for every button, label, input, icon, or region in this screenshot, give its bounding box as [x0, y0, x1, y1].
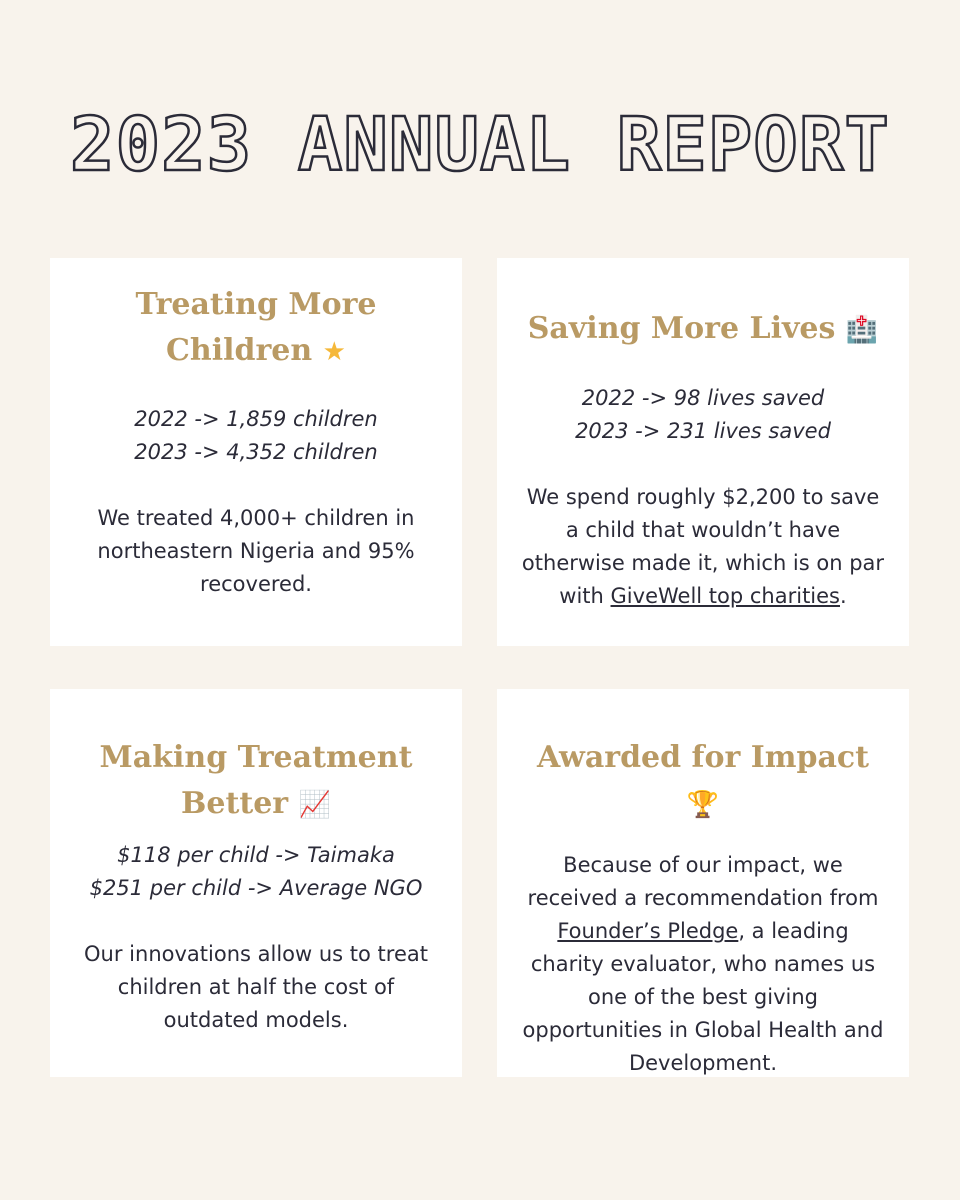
- stat-line: 2023 -> 4,352 children: [134, 440, 378, 464]
- card-body: We treated 4,000+ children in northeastern Nigeria and 95% recovered.: [97, 506, 415, 596]
- card-body-text-end: .: [840, 584, 847, 608]
- stat-line: 2022 -> 1,859 children: [134, 407, 378, 431]
- card-body-text: Because of our impact, we received a recommendation from: [527, 853, 879, 910]
- stats-list: [90, 839, 423, 905]
- hospital-icon: 🏥: [845, 315, 879, 345]
- card-saving-more-lives: [497, 258, 909, 646]
- founders-pledge-link[interactable]: Founder’s Pledge: [557, 919, 739, 943]
- stats-list: [575, 382, 831, 448]
- card-body: [521, 849, 885, 1080]
- card-treating-more-children: [50, 258, 462, 646]
- stat-line: 2022 -> 98 lives saved: [581, 386, 825, 410]
- stats-list: [134, 403, 377, 469]
- card-title: [521, 735, 885, 828]
- page-title: 2023 ANNUAL REPORT: [70, 102, 890, 188]
- card-title-text: Awarded for Impact: [536, 740, 870, 775]
- stat-line: $251 per child -> Average NGO: [89, 876, 423, 900]
- card-body: Our innovations allow us to treat children at half the cost of outdated models.: [84, 942, 428, 1032]
- card-title: [74, 735, 438, 828]
- stat-line: 2023 -> 231 lives saved: [575, 419, 831, 443]
- card-body-text: We spend roughly $2,200 to save a child that wouldn’t have otherwise made it, which is on par with: [521, 485, 885, 608]
- star-icon: ★: [322, 337, 346, 367]
- stat-line: $118 per child -> Taimaka: [117, 843, 395, 867]
- card-title-text: Saving More Lives: [527, 311, 836, 346]
- chart-increasing-icon: 📈: [298, 790, 331, 820]
- card-body: [521, 481, 885, 613]
- trophy-icon: 🏆: [686, 790, 720, 820]
- card-awarded-for-impact: [497, 689, 909, 1077]
- card-title-text: Treating More Children: [135, 287, 377, 368]
- givewell-link[interactable]: GiveWell top charities: [610, 584, 840, 608]
- card-title: [528, 306, 878, 353]
- card-making-treatment-better: [50, 689, 462, 1077]
- card-title-text: Making Treatment Better: [99, 740, 413, 821]
- card-body-text-end: , a leading charity evaluator, who names us one of the best giving opportunities in Global Health and Development.: [522, 919, 884, 1075]
- card-title: [74, 282, 438, 375]
